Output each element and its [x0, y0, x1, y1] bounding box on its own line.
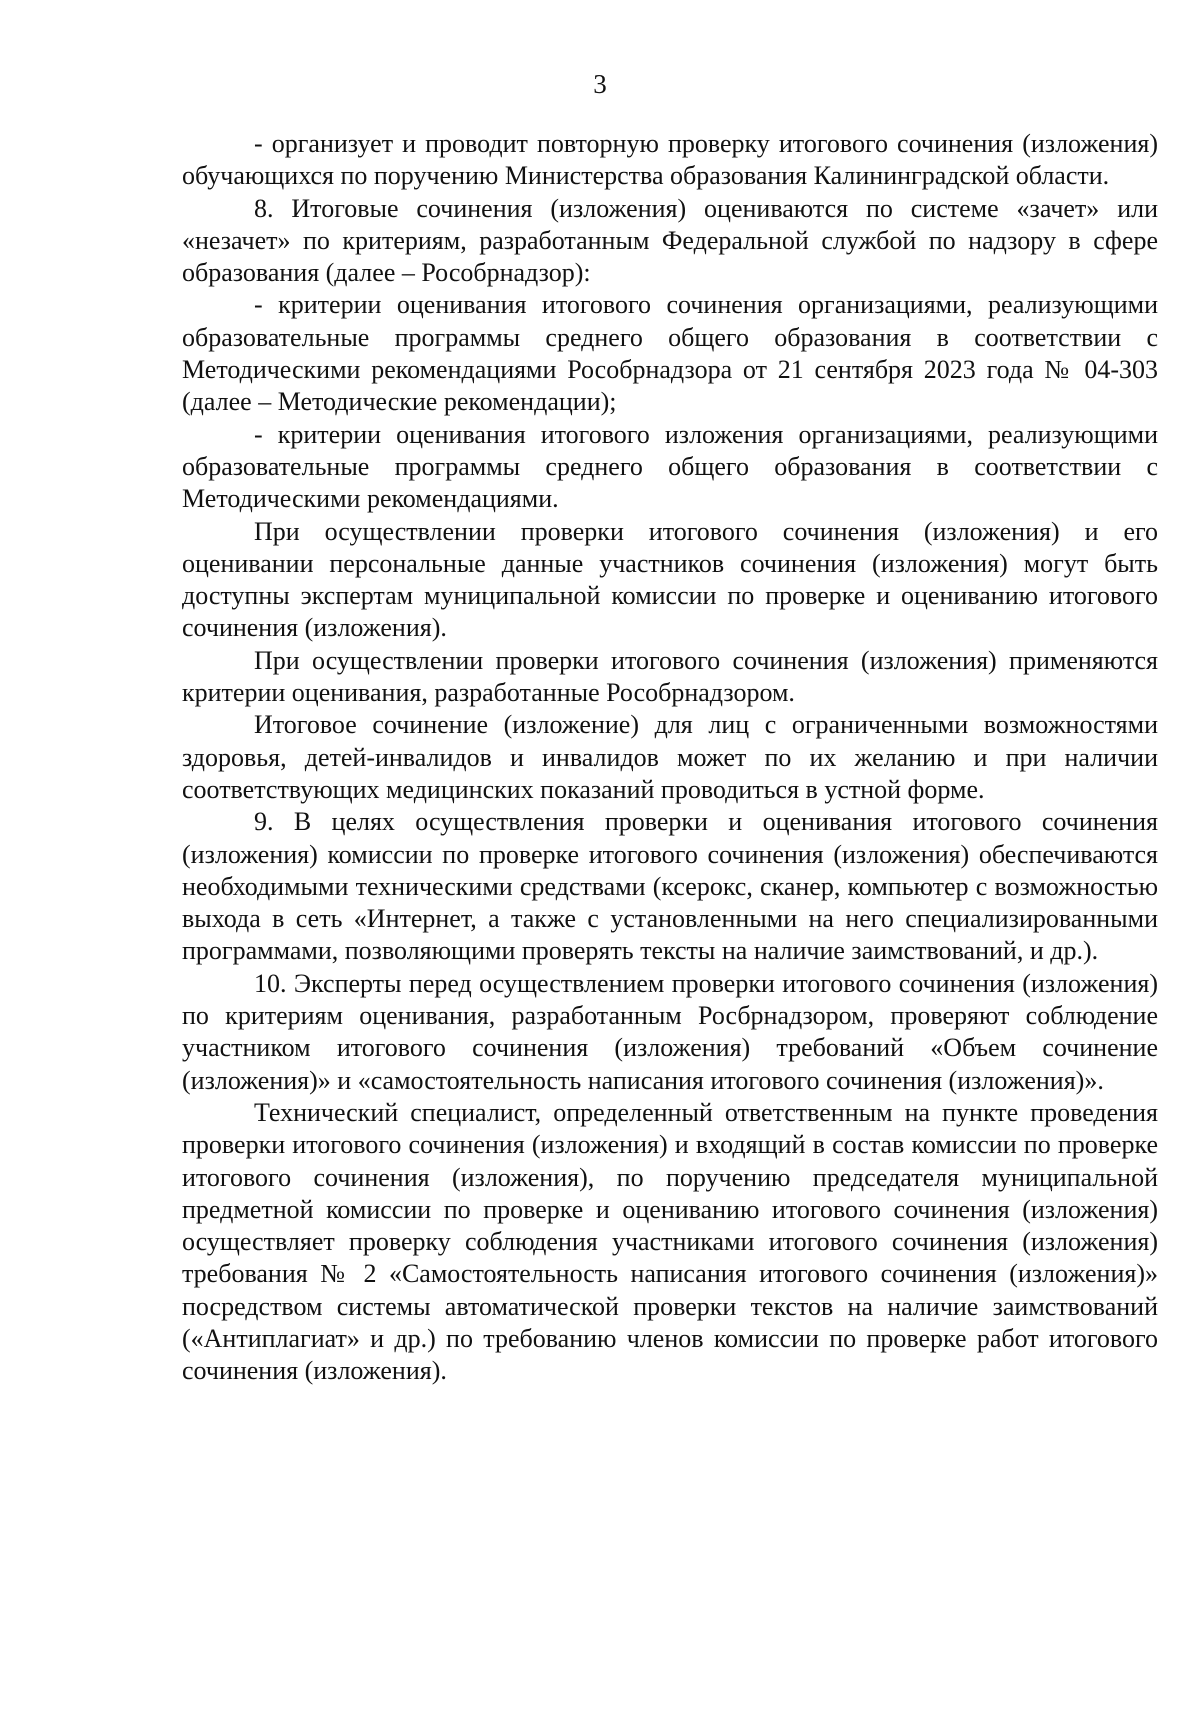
paragraph-9-technical-means: 9. В целях осуществления проверки и оценивания итогового сочинения (изложения) комиссии по проверке итогового сочинения (изложения) обеспечиваются необходимыми техническими средствами (ксерокс, сканер, компьютер с возможностью выхода в сеть «Интернет, а также с установленными на него специализированными программами, позволяющими проверять тексты на наличие заимствований, и др.). [182, 807, 1158, 966]
paragraph-summary-criteria: - критерии оценивания итогового изложения организациями, реализующими образовательные программы среднего общего образования в соответствии с Методическими рекомендациями. [182, 419, 1158, 514]
paragraph-repeat-check: - организует и проводит повторную проверку итогового сочинения (изложения) обучающихся по поручению Министерства образования Калининградской области. [182, 129, 1158, 191]
paragraph-10-experts: 10. Эксперты перед осуществлением проверки итогового сочинения (изложения) по критериям оценивания, разработанным Росбрнадзором, проверяют соблюдение участником итогового сочинения (изложения) требований «Объем сочинение (изложения)» и «самостоятельность написания итогового сочинения (изложения)». [182, 968, 1158, 1095]
paragraph-technical-specialist: Технический специалист, определенный ответственным на пункте проведения проверки итогового сочинения (изложения) и входящий в состав комиссии по проверке итогового сочинения (изложения), по поручению председателя муниципальной предметной комиссии по проверке и оцениванию итогового сочинения (изложения) осуществляет проверку соблюдения участниками итогового сочинения (изложения) требования № 2 «Самостоятельность написания итогового сочинения (изложения)» посредством системы автоматической проверки текстов на наличие заимствований («Антиплагиат» и др.) по требованию членов комиссии по проверке работ итогового сочинения (изложения). [182, 1097, 1158, 1386]
paragraph-oral-form: Итоговое сочинение (изложение) для лиц с ограниченными возможностями здоровья, детей-инвалидов и инвалидов может по их желанию и при наличии соответствующих медицинских показаний проводиться в устной форме. [182, 710, 1158, 804]
page-number: 3 [593, 69, 607, 99]
paragraph-personal-data: При осуществлении проверки итогового сочинения (изложения) и его оценивании персональные данные участников сочинения (изложения) могут быть доступны экспертам муниципальной комиссии по проверке и оцениванию итогового сочинения (изложения). [182, 516, 1158, 643]
paragraph-criteria-applied: При осуществлении проверки итогового сочинения (изложения) применяются критерии оценивания, разработанные Рособрнадзором. [182, 645, 1158, 708]
paragraph-essay-criteria: - критерии оценивания итогового сочинения организациями, реализующими образовательные программы среднего общего образования в соответствии с Методическими рекомендациями Рособрнадзора от 21 сентября 2023 года № 04-303 (далее – Методические рекомендации); [182, 290, 1158, 417]
document-body [182, 128, 1158, 1388]
paragraph-8-grading-system: 8. Итоговые сочинения (изложения) оцениваются по системе «зачет» или «незачет» по критериям, разработанным Федеральной службой по надзору в сфере образования (далее – Рособрнадзор): [182, 193, 1158, 288]
